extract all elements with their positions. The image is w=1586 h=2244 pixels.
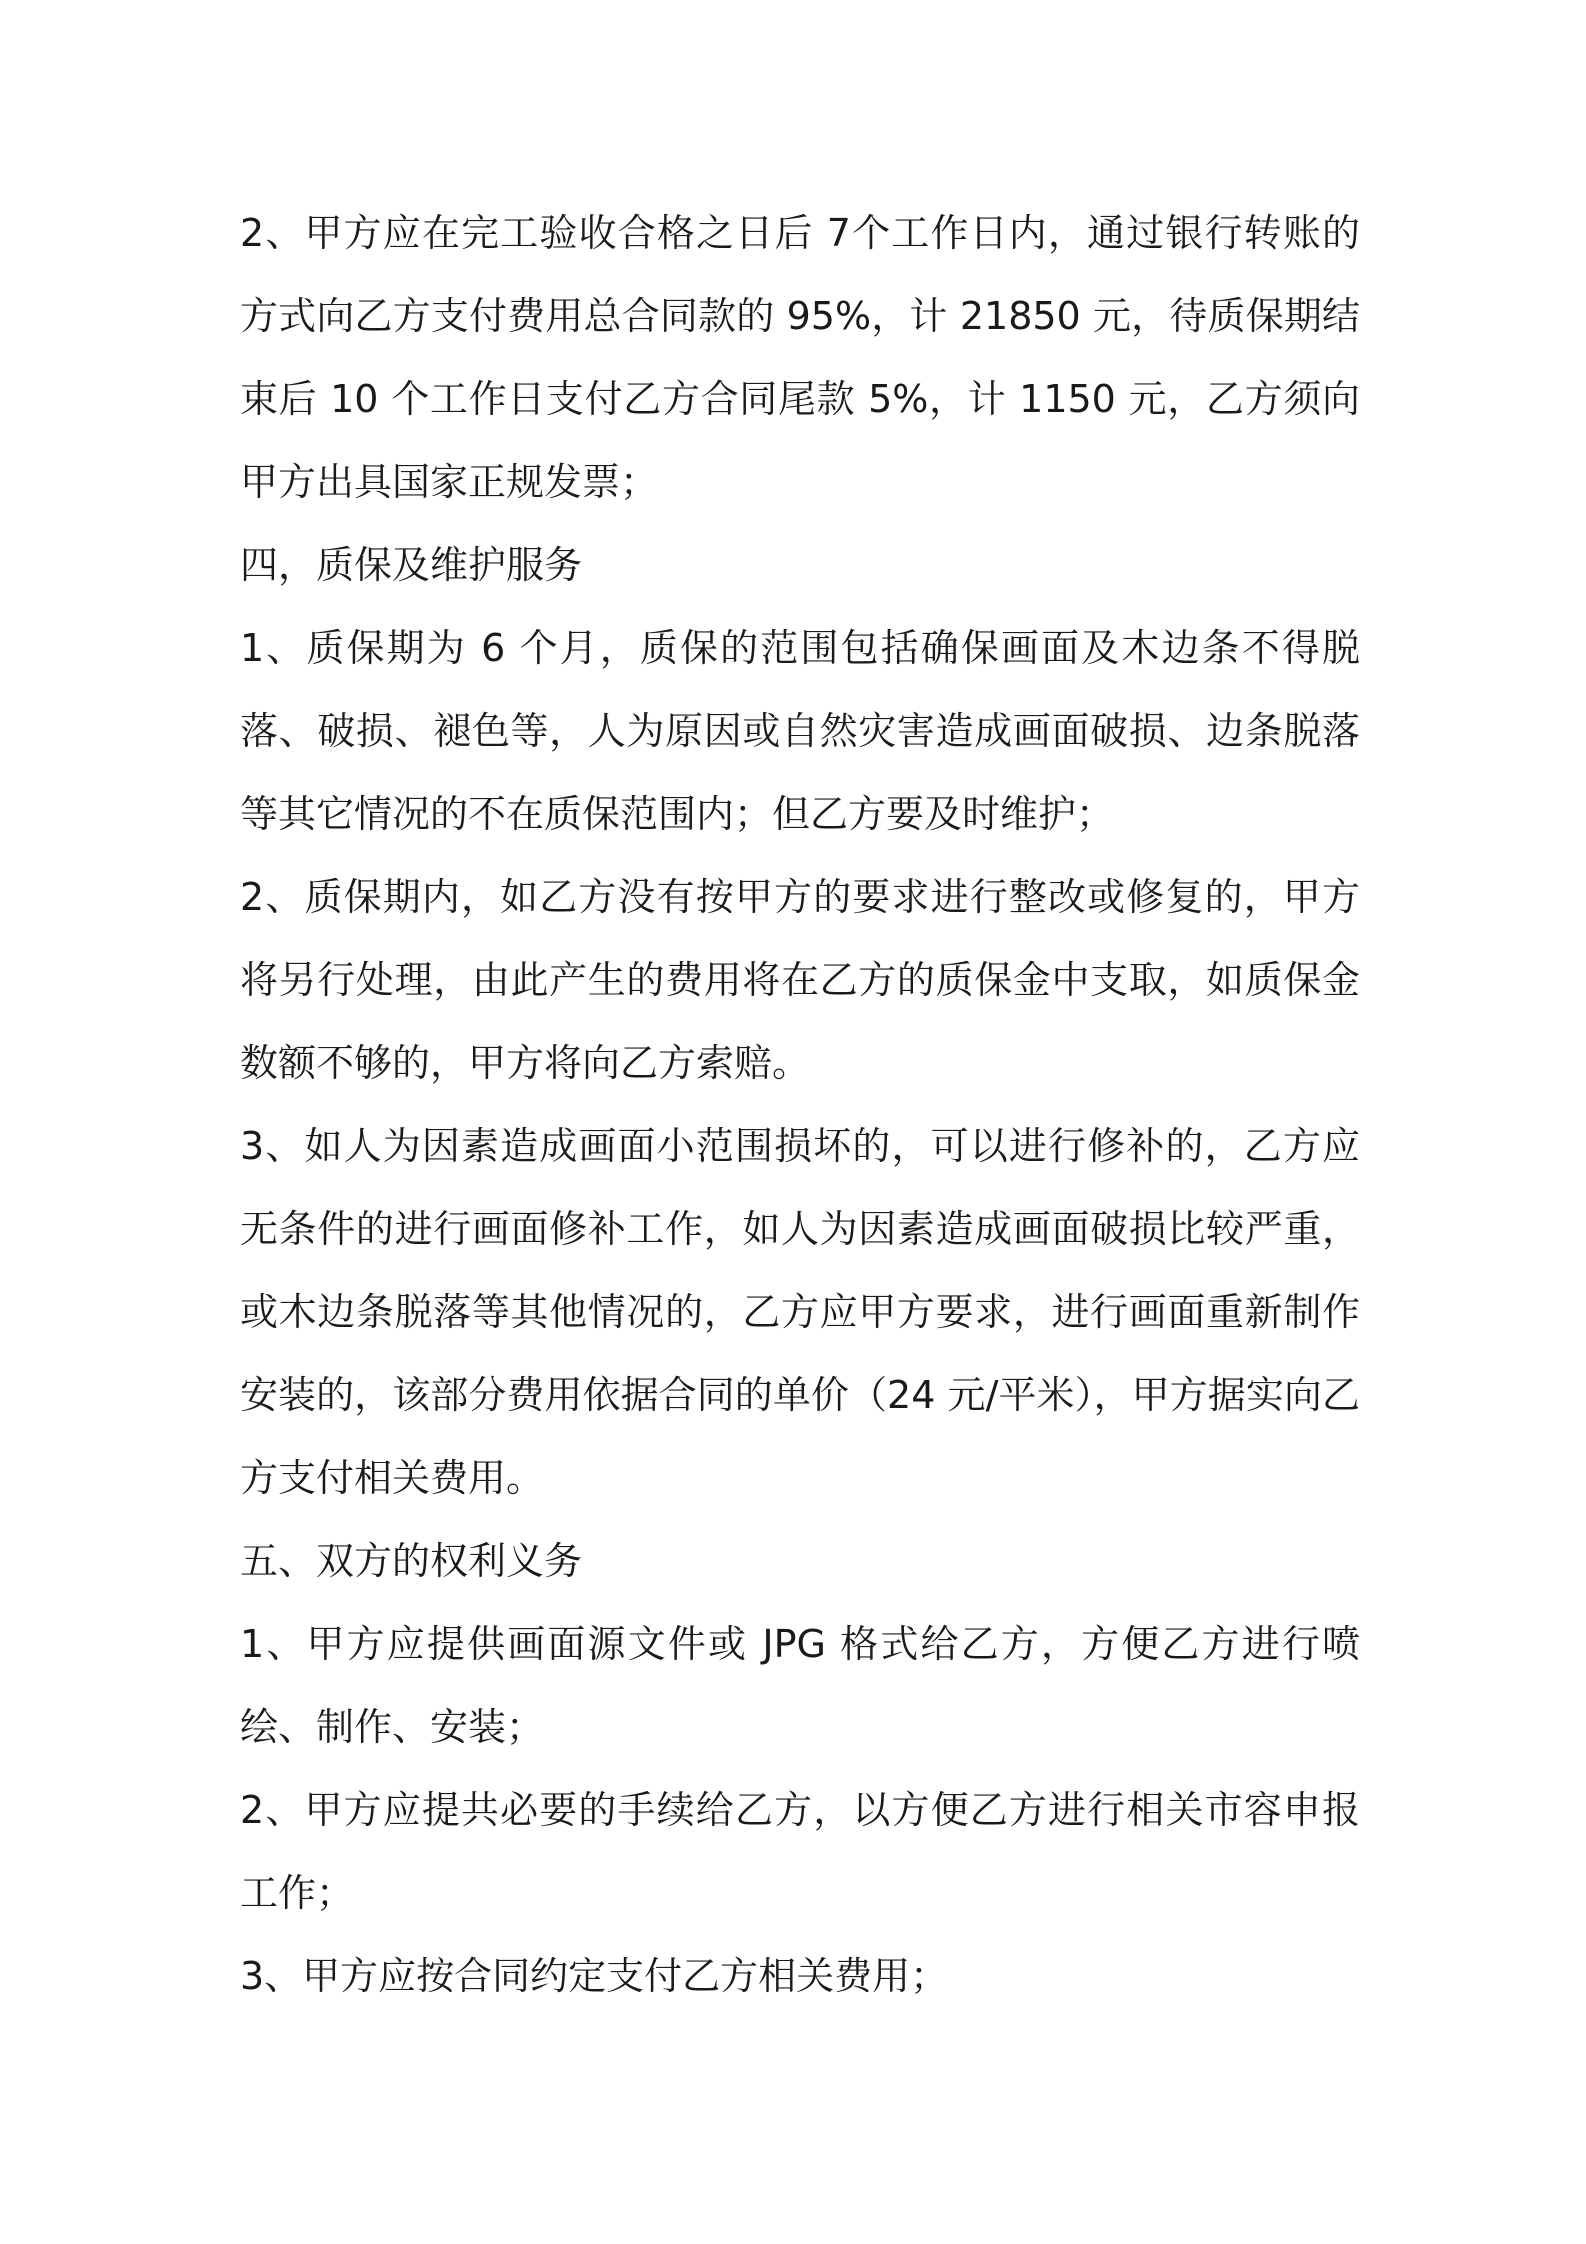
clause-warranty-period: 1、质保期为 6 个月，质保的范围包括确保画面及木边条不得脱落、破损、褪色等，人为原因或自然灾害造成画面破损、边条脱落等其它情况的不在质保范围内；但乙方要及时维护； [240, 626, 1360, 836]
clause-warranty-repair: 2、质保期内，如乙方没有按甲方的要求进行整改或修复的，甲方将另行处理，由此产生的费用将在乙方的质保金中支取，如质保金数额不够的，甲方将向乙方索赔。 [240, 875, 1360, 1085]
clause-pay-fees: 3、甲方应按合同约定支付乙方相关费用； [240, 1954, 949, 1998]
clause-damage-repair: 3、如人为因素造成画面小范围损坏的，可以进行修补的，乙方应无条件的进行画面修补工作，如人为因素造成画面破损比较严重，或木边条脱落等其他情况的，乙方应甲方要求，进行画面重新制作安装的，该部分费用依据合同的单价（24 元/平米），甲方据实向乙方支付相关费用。 [240, 1124, 1360, 1500]
clause-provide-files: 1、甲方应提供画面源文件或 JPG 格式给乙方，方便乙方进行喷绘、制作、安装； [240, 1622, 1360, 1749]
section-heading-warranty: 四，质保及维护服务 [240, 543, 583, 587]
document-body [240, 192, 1360, 2018]
clause-provide-procedures: 2、甲方应提共必要的手续给乙方，以方便乙方进行相关市容申报工作； [240, 1788, 1360, 1915]
clause-payment: 2、甲方应在完工验收合格之日后 7个工作日内，通过银行转账的方式向乙方支付费用总合同款的 95%，计 21850 元，待质保期结束后 10 个工作日支付乙方合同尾款 5%，计 1150 元，乙方须向甲方出具国家正规发票； [240, 211, 1360, 504]
section-heading-rights: 五、双方的权利义务 [240, 1539, 583, 1583]
